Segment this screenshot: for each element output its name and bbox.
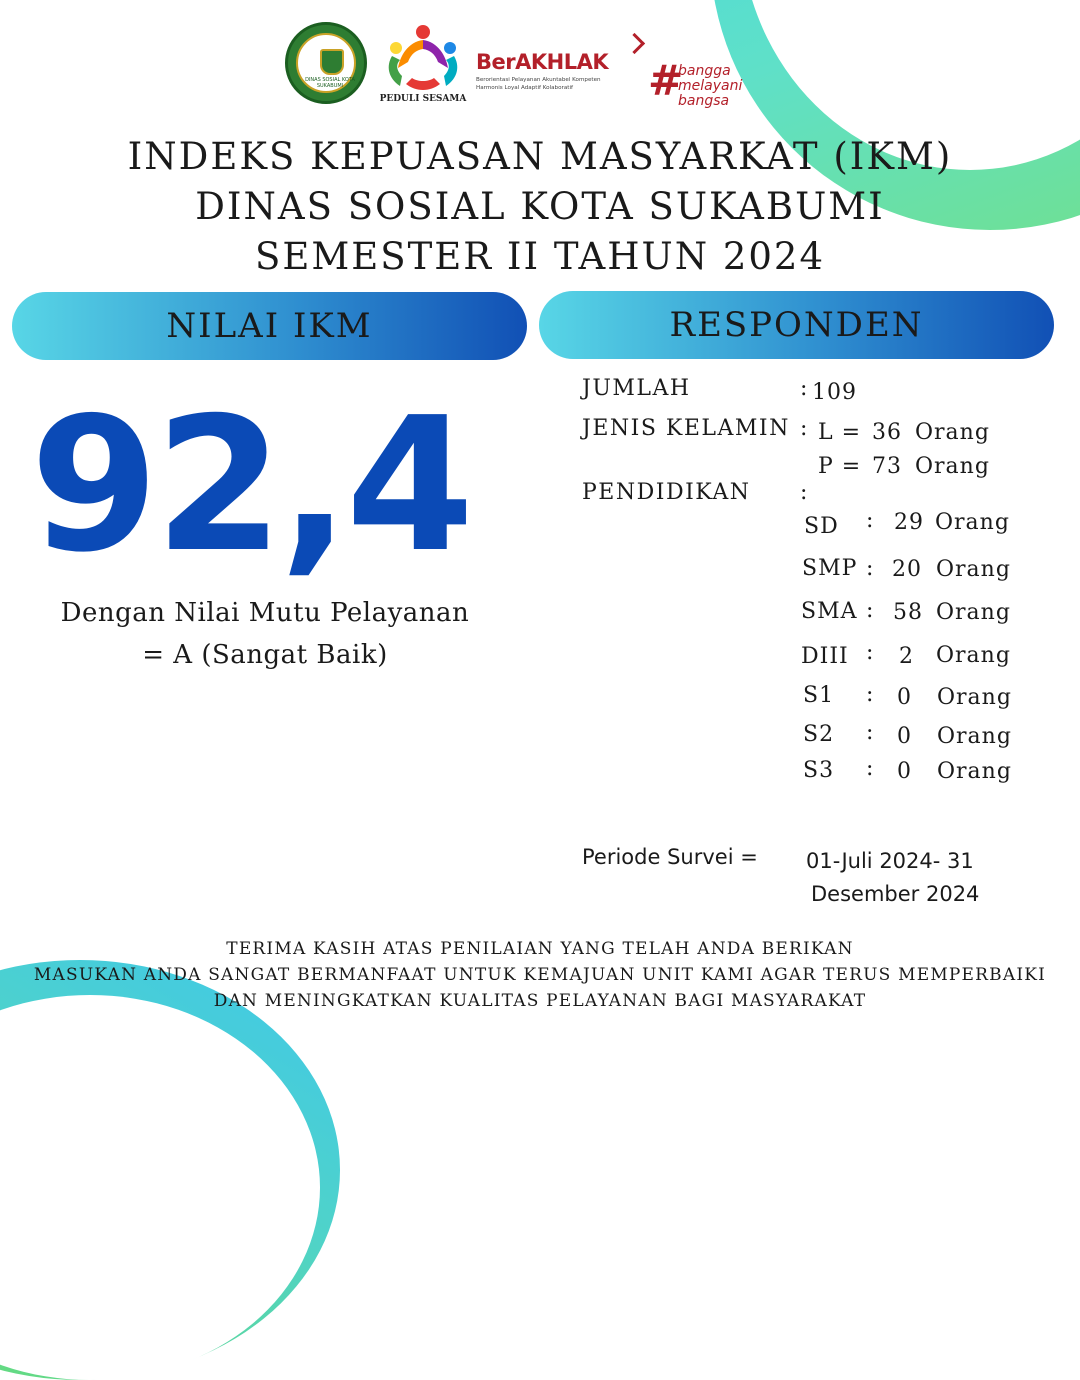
thank-you-message xyxy=(0,936,1080,1014)
bangga-word-3: bangsa xyxy=(678,93,730,109)
title-line-2: DINAS SOSIAL KOTA SUKABUMI xyxy=(195,185,885,228)
peduli-sesama-figures-icon xyxy=(378,22,468,94)
jenis-kelamin-sep: : xyxy=(800,416,809,441)
edu-count-sma: 58 xyxy=(893,600,923,625)
edu-sep-sd: : xyxy=(866,508,875,533)
edu-count-s3: 0 xyxy=(897,759,912,784)
thanks-line-1: TERIMA KASIH ATAS PENILAIAN YANG TELAH ANDA BERIKAN xyxy=(226,939,854,959)
berakhlak-title: BerAKHLAK xyxy=(476,50,636,74)
edu-count-s1: 0 xyxy=(897,685,912,710)
pendidikan-label: PENDIDIKAN xyxy=(582,480,751,505)
edu-sep-s2: : xyxy=(866,720,875,745)
periode-value xyxy=(806,845,1006,911)
ikm-score: 92,4 xyxy=(30,377,471,593)
edu-unit-sd: Orang xyxy=(935,510,1010,535)
edu-unit-s3: Orang xyxy=(937,759,1012,784)
edu-sep-diii: : xyxy=(866,640,875,665)
bangga-melayani-logo xyxy=(648,56,768,114)
nilai-ikm-header xyxy=(12,292,527,360)
gender-p-unit: Orang xyxy=(915,454,990,479)
title-line-1: INDEKS KEPUASAN MASYARKAT (IKM) xyxy=(127,135,953,178)
berakhlak-logo xyxy=(476,50,636,110)
edu-sep-s3: : xyxy=(866,756,875,781)
edu-sep-s1: : xyxy=(866,682,875,707)
hashtag-icon: # xyxy=(648,56,684,105)
title-line-3: SEMESTER II TAHUN 2024 xyxy=(254,235,826,278)
gender-p-value: 73 xyxy=(872,454,902,479)
quality-line-2: = A (Sangat Baik) xyxy=(142,640,388,670)
edu-unit-s1: Orang xyxy=(937,685,1012,710)
edu-level-diii: DIII xyxy=(801,644,849,669)
edu-unit-diii: Orang xyxy=(936,643,1011,668)
periode-value-line-1: 01-Juli 2024- 31 xyxy=(806,849,974,873)
peduli-sesama-caption: PEDULI SESAMA xyxy=(379,94,467,104)
thanks-line-2: MASUKAN ANDA SANGAT BERMANFAAT UNTUK KEMAJUAN UNIT KAMI AGAR TERUS MEMPERBAIKI xyxy=(33,965,1047,985)
edu-count-diii: 2 xyxy=(899,644,914,669)
responden-header-label: RESPONDEN xyxy=(669,305,924,345)
jenis-kelamin-label: JENIS KELAMIN xyxy=(582,416,790,441)
edu-level-sd: SD xyxy=(804,514,839,539)
edu-level-s1: S1 xyxy=(803,683,835,708)
peduli-sesama-logo xyxy=(378,22,468,112)
gender-l-unit: Orang xyxy=(915,420,990,445)
edu-unit-s2: Orang xyxy=(937,724,1012,749)
periode-label: Periode Survei = xyxy=(582,845,758,869)
edu-unit-sma: Orang xyxy=(936,600,1011,625)
edu-unit-smp: Orang xyxy=(936,557,1011,582)
periode-value-line-2: Desember 2024 xyxy=(811,882,980,906)
berakhlak-line2: Harmonis Loyal Adaptif Kolaboratif xyxy=(476,85,573,91)
quality-text xyxy=(20,592,510,676)
edu-count-s2: 0 xyxy=(897,724,912,749)
edu-level-s3: S3 xyxy=(803,758,835,783)
gender-l-label: L = xyxy=(818,420,862,445)
edu-sep-smp: : xyxy=(866,556,875,581)
responden-header xyxy=(539,291,1054,359)
jumlah-label: JUMLAH xyxy=(582,376,691,401)
quality-line-1: Dengan Nilai Mutu Pelayanan xyxy=(60,598,470,628)
thanks-line-3: DAN MENINGKATKAN KUALITAS PELAYANAN BAGI MASYARAKAT xyxy=(213,991,867,1011)
edu-level-smp: SMP xyxy=(802,556,858,581)
page-title xyxy=(0,132,1080,282)
edu-level-sma: SMA xyxy=(801,599,858,624)
pendidikan-sep: : xyxy=(800,480,809,505)
edu-level-s2: S2 xyxy=(803,722,835,747)
edu-count-smp: 20 xyxy=(892,557,922,582)
bangga-word-2: melayani xyxy=(678,78,743,94)
gender-l-value: 36 xyxy=(872,420,902,445)
dinas-sosial-emblem-icon xyxy=(285,22,367,104)
berakhlak-line1: Berorientasi Pelayanan Akuntabel Kompeten xyxy=(476,77,601,83)
bangga-word-1: bangga xyxy=(678,63,731,79)
gender-p-label: P = xyxy=(818,454,862,479)
nilai-ikm-header-label: NILAI IKM xyxy=(166,306,373,346)
logo-bar xyxy=(0,22,1080,112)
jumlah-sep: : xyxy=(800,376,809,401)
edu-count-sd: 29 xyxy=(894,510,924,535)
dinsos-logo-text: DINAS SOSIAL KOTA SUKABUMI xyxy=(305,77,355,89)
jumlah-value: 109 xyxy=(812,380,857,405)
edu-sep-sma: : xyxy=(866,598,875,623)
